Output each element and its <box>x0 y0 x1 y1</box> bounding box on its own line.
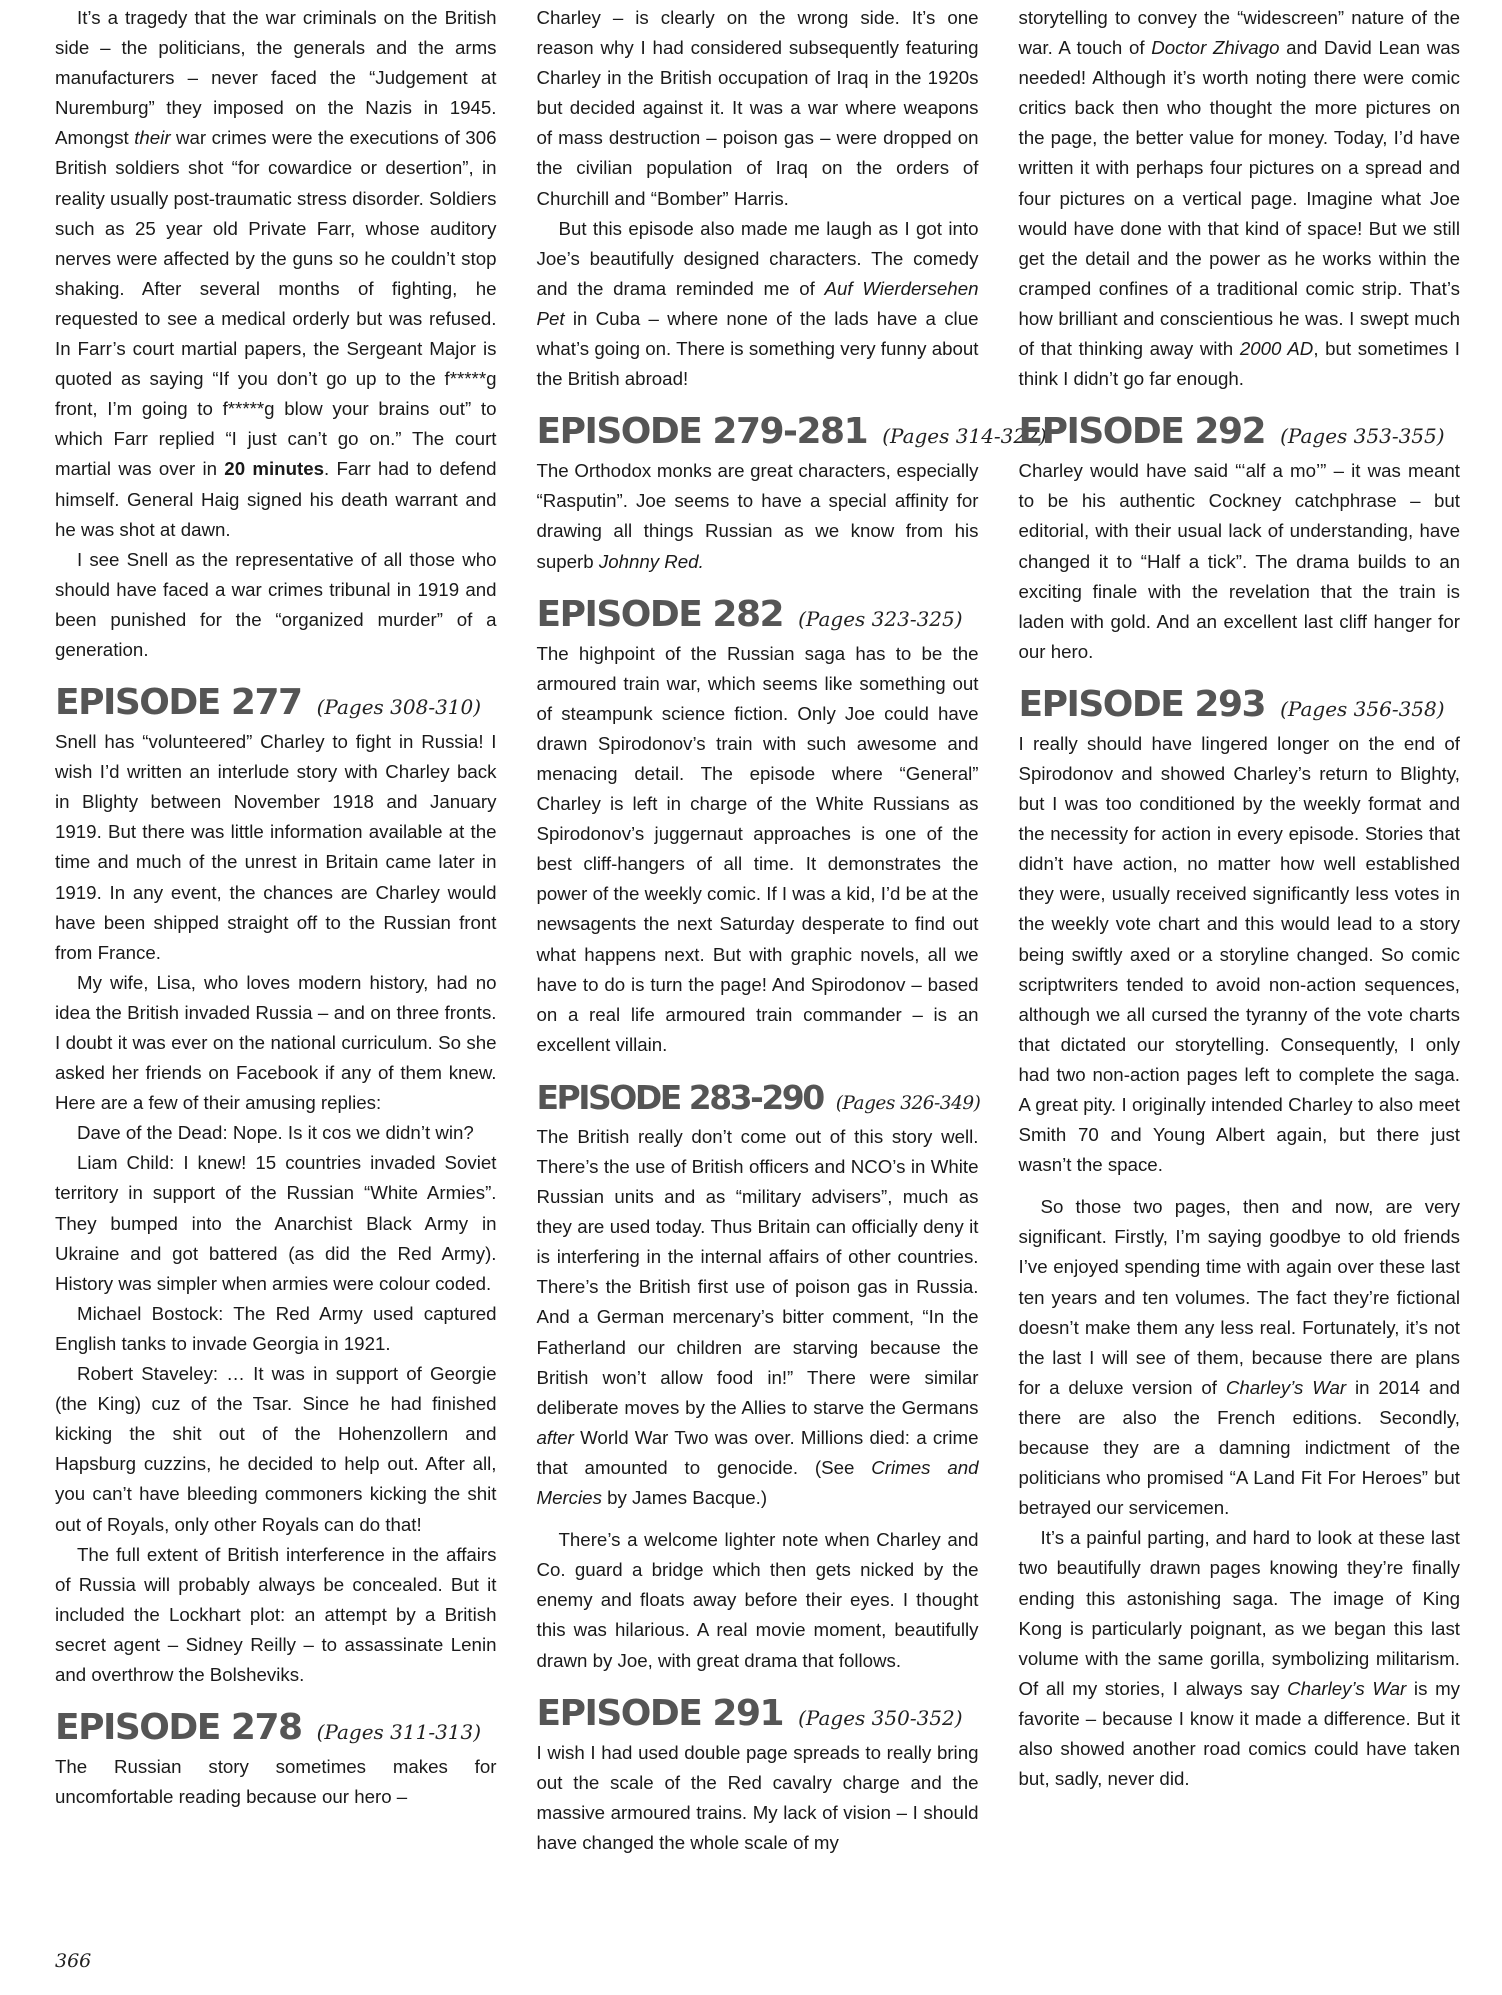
paragraph: The Orthodox monks are great characters, especially “Rasputin”. Joe seems to have a special affinity for drawing all things Russian as we know from his superb Johnny Red. <box>536 460 979 572</box>
paragraph: My wife, Lisa, who loves modern history, had no idea the British invaded Russia – and on three fronts. I doubt it was ever on the national curriculum. So she asked her friends on Facebook if any of them knew. Here are a few of their amusing replies: <box>55 971 497 1114</box>
paragraph: I see Snell as the representative of all those who should have faced a war crimes tribunal in 1919 and been punished for the “organized murder” of a generation. <box>55 548 497 660</box>
paragraph: Charley – is clearly on the wrong side. It’s one reason why I had considered subsequently featuring Charley in the British occupation of Iraq in the 1920s but decided against it. It was a war where weapons of mass destruction – poison gas – were dropped on the civilian population of Iraq on the orders of Churchill and “Bomber” Harris. <box>536 7 979 209</box>
episode-282-heading: EPISODE 282 (Pages 323-325) <box>536 593 963 635</box>
episode-283-290-heading: EPISODE 283-290 (Pages 326-349) <box>536 1077 981 1117</box>
episode-pages: (Pages 323-325) <box>798 606 963 631</box>
paragraph: The highpoint of the Russian saga has to be the armoured train war, which seems like something out of steampunk science fiction. Only Joe could have drawn Spirodonov’s train with such awesome and menacing detail. The episode where “General” Charley is left in charge of the White Russians as Spirodonov’s juggernaut approaches is one of the best cliff-hangers of all time. It demonstrates the power of the weekly comic. If I was a kid, I’d be at the newsagents the next Saturday desperate to find out what happens next. But with graphic novels, all we have to do is turn the page! And Spirodonov – based on a real life armoured train commander – is an excellent villain. <box>536 642 979 1055</box>
episode-pages: (Pages 314-322) <box>882 424 1047 449</box>
paragraph: There’s a welcome lighter note when Charley and Co. guard a bridge which then gets nicked by the enemy and floats away before their eyes. I thought this was hilarious. A real movie moment, beautifully drawn by Joe, with great drama that follows. <box>536 1529 979 1671</box>
episode-279-281-heading: EPISODE 279-281 (Pages 314-322) <box>536 411 1047 453</box>
column-1 <box>55 3 497 1923</box>
column-3 <box>1019 3 1461 1923</box>
episode-pages: (Pages 356-358) <box>1280 696 1445 721</box>
episode-278-heading: EPISODE 278 (Pages 311-313) <box>55 1707 482 1749</box>
episode-pages: (Pages 311-313) <box>316 1720 482 1745</box>
paragraph: But this episode also made me laugh as I got into Joe’s beautifully designed characters. The comedy and the drama reminded me of Auf Wierdersehen Pet in Cuba – where none of the lads have a clue what’s going on. There is something very funny about the British abroad! <box>536 217 979 390</box>
page <box>55 0 1460 1995</box>
paragraph: Snell has “volunteered” Charley to fight in Russia! I wish I’d written an interlude story with Charley back in Blighty between November 1918 and January 1919. But there was little information available at the time and much of the unrest in Britain came later in 1919. In any event, the chances are Charley would have been shipped straight off to the Russian front from France. <box>55 731 497 963</box>
page-number: 366 <box>55 1950 92 1972</box>
episode-pages: (Pages 326-349) <box>835 1092 981 1114</box>
paragraph: It’s a tragedy that the war criminals on the British side – the politicians, the generals and the arms manufacturers – never faced the “Judgement at Nuremburg” they imposed on the Nazis in 1945. Amongst their war crimes were the executions of 306 British soldiers shot “for cowardice or desertion”, in reality usually post-traumatic stress disorder. Soldiers such as 25 year old Private Farr, whose auditory nerves were affected by the guns so he couldn’t stop shaking. After several months of fighting, he requested to see a medical orderly but was refused. In Farr’s court martial papers, the Sergeant Major is quoted as saying “If you don’t go up to the f*****g front, I’m going to f*****g blow your brains out” to which Farr replied “I just can’t go on.” The court martial was over in 20 minutes. Farr had to defend himself. General Haig signed his death warrant and he was shot at dawn. <box>55 7 497 540</box>
episode-pages: (Pages 350-352) <box>798 1705 963 1730</box>
episode-292-heading: EPISODE 292 (Pages 353-355) <box>1018 411 1445 453</box>
text-columns <box>55 3 1460 1923</box>
paragraph: The Russian story sometimes makes for uncomfortable reading because our hero – <box>55 1756 497 1808</box>
episode-291-heading: EPISODE 291 (Pages 350-352) <box>536 1692 963 1734</box>
paragraph: storytelling to convey the “widescreen” nature of the war. A touch of Doctor Zhivago and David Lean was needed! Although it’s worth noting there were comic critics back then who thought the more pictures on the page, the better value for money. Today, I’d have written it with perhaps four pictures on a spread and four pictures on a vertical page. Imagine what Joe would have done with that kind of space! But we still get the detail and the power as he works within the cramped confines of a traditional comic strip. That’s how brilliant and conscientious he was. I swept much of that thinking away with 2000 AD, but sometimes I think I didn’t go far enough. <box>1018 7 1460 390</box>
episode-pages: (Pages 308-310) <box>316 695 482 720</box>
episode-293-heading: EPISODE 293 (Pages 356-358) <box>1018 683 1445 725</box>
paragraph: Liam Child: I knew! 15 countries invaded Soviet territory in support of the Russian “White Armies”. They bumped into the Anarchist Black Army in Ukraine and got battered (as did the Red Army). History was simpler when armies were colour coded. <box>55 1152 497 1294</box>
column-2 <box>536 3 1047 1923</box>
paragraph: The British really don’t come out of this story well. There’s the use of British officers and NCO’s in White Russian units and as “military advisers”, much as they are used today. Thus Britain can officially deny it is interfering in the internal affairs of other countries. There’s the British first use of poison gas in Russia. And a German mercenary’s bitter comment, “In the Fatherland our children are starving because the British won’t allow food in!” There were similar deliberate moves by the Allies to starve the Germans after World War Two was over. Millions died: a crime that amounted to genocide. (See Crimes and Mercies by James Bacque.) <box>536 1125 979 1509</box>
episode-277-heading: EPISODE 277 (Pages 308-310) <box>55 682 482 724</box>
paragraph: Dave of the Dead: Nope. Is it cos we didn’t win? <box>77 1122 474 1144</box>
paragraph: Robert Staveley: … It was in support of Georgie (the King) cuz of the Tsar. Since he had finished kicking the shit out of the Hohenzollern and Hapsburg cuzzins, he decided to help out. After all, you can’t have bleeding commoners kicking the shit out of Royals, only other Royals can do that! <box>55 1363 497 1535</box>
paragraph: Charley would have said “‘alf a mo’” – it was meant to be his authentic Cockney catchphrase – but editorial, with their usual lack of understanding, have changed it to “Half a tick”. The drama builds to an exciting finale with the revelation that the train is laden with gold. And an excellent last cliff hanger for our hero. <box>1018 460 1460 662</box>
paragraph: It’s a painful parting, and hard to look at these last two beautifully drawn pages knowing they’re finally ending this astonishing saga. The image of King Kong is particularly poignant, as we began this last volume with the same gorilla, symbolizing militarism. Of all my stories, I always say Charley’s War is my favorite – because I know it made a difference. But it also showed another road comics could have taken but, sadly, never did. <box>1018 1527 1460 1790</box>
paragraph: So those two pages, then and now, are very significant. Firstly, I’m saying goodbye to old friends I’ve enjoyed spending time with again over these last ten years and ten volumes. The fact they’re fictional doesn’t make them any less real. Fortunately, it’s not the last I will see of them, because there are plans for a deluxe version of Charley’s War in 2014 and there are also the French editions. Secondly, because they are a damning indictment of the politicians who promised “A Land Fit For Heroes” but betrayed our servicemen. <box>1018 1196 1461 1519</box>
paragraph: I wish I had used double page spreads to really bring out the scale of the Red cavalry charge and the massive armoured trains. My lack of vision – I should have changed the whole scale of my <box>536 1741 979 1853</box>
paragraph: I really should have lingered longer on the end of Spirodonov and showed Charley’s return to Blighty, but I was too conditioned by the weekly format and the necessity for action in every episode. Stories that didn’t have action, no matter how well established they were, usually received significantly less votes in the weekly vote chart and this would lead to a story being swiftly axed or a storyline changed. So comic scriptwriters tended to avoid non-action sequences, although we all cursed the tyranny of the vote charts that dictated our storytelling. Consequently, I only had two non-action pages left to complete the saga. A great pity. I originally intended Charley to also meet Smith 70 and Young Albert again, but there just wasn’t the space. <box>1018 732 1460 1176</box>
paragraph: Michael Bostock: The Red Army used captured English tanks to invade Georgia in 1921. <box>55 1302 497 1354</box>
paragraph: The full extent of British interference in the affairs of Russia will probably always be concealed. But it included the Lockhart plot: an attempt by a British secret agent – Sidney Reilly – to assassinate Lenin and overthrow the Bolsheviks. <box>55 1543 497 1685</box>
episode-pages: (Pages 353-355) <box>1280 424 1445 449</box>
